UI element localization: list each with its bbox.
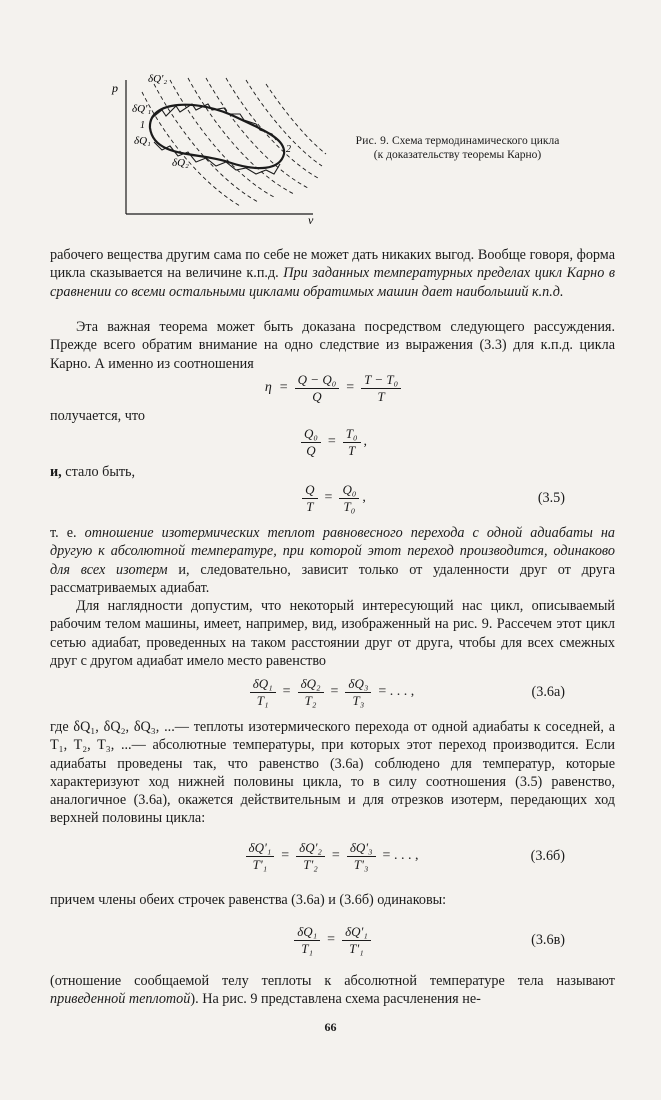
eta-num-2: T − T₀: [361, 372, 401, 389]
e36v-den-1: T₁: [301, 941, 314, 956]
p3-te: т. е.: [50, 525, 85, 541]
e36v-num-2: δQ'₁: [342, 924, 371, 941]
lead-prichem: причем члены обеих строчек равенства (3.6а) и (3.6б) одинаковы:: [50, 892, 447, 908]
equation-3-6b: $\frac{\text{δQ'₁}}{\text{T'₁}}$ = $\frac{\text{δQ'₂}}{\text{T'₂}}$ = $\frac{\text{δQ'₃}}{\text{T'₃}}$ = . . . , (3.6б): [50, 836, 615, 876]
adiabat-lines: [142, 78, 326, 206]
eta-symbol: η: [264, 380, 272, 395]
e36a-den-2: T₂: [304, 693, 317, 708]
equation-number-3-6v: (3.6в): [531, 931, 565, 948]
e35-num-2: Q₀: [339, 482, 359, 499]
e36a-num-2: δQ₂: [298, 676, 324, 693]
e36a-num-1: δQ₁: [250, 676, 276, 693]
caption-text: Схема термодинамического цикла (к доказательству теоремы Карно): [373, 135, 560, 161]
p1-text: рабочего вещества другим сама по себе не может дать никаких выгод. Вообще говоря, форма цикла сказывается на величине к.п.д.: [50, 247, 615, 282]
paragraph-4: [50, 597, 615, 670]
eta-den-2: T: [377, 389, 385, 404]
equation-3-5: $\frac{Q}{T}$ = $\frac{\text{Q₀}}{\text{T₀}}$ , (3.5): [50, 478, 615, 518]
p6-t3: ). На рис. 9 представлена схема расчленения не-: [190, 991, 481, 1008]
q0-num-2: T₀: [343, 426, 361, 443]
p5-text: где δQ₁, δQ₂, δQ₃, ...— теплоты изотермического перехода от одной адиабаты к соседней, а T₁, T₂, T₃, ...— абсолютные температуры, при которых этот переход производится. Если адиабаты проведены так, что равенство (3.6а) соблюдено для температур, которые характеризуют ход нижней половины цикла, то в силу соотношения (3.5) равенство, аналогичное (3.6а), окажется действительным и для отрезков изотерм, передающих ход верхней половины цикла:: [50, 719, 615, 827]
e36b-den-2: T'₂: [303, 857, 318, 872]
label-point-1: 1: [140, 120, 145, 131]
paragraph-1: [50, 246, 615, 301]
e35-num-1: Q: [302, 482, 317, 499]
p6-term: приведенной теплотой: [50, 991, 191, 1008]
e35-den-2: T₀: [343, 499, 356, 514]
label-dq1-prime: δQ'₁: [132, 103, 152, 115]
caption-label: Рис. 9.: [355, 135, 390, 147]
e36v-num-1: δQ₁: [294, 924, 320, 941]
q0-end: ,: [363, 434, 368, 449]
paragraph-5: [50, 718, 615, 828]
q0-num-1: Q₀: [301, 426, 321, 443]
e36b-num-2: δQ'₂: [296, 840, 325, 857]
cycle-diagram: [108, 70, 338, 230]
equation-number-3-6a: (3.6а): [531, 683, 565, 700]
lead-i: и,: [50, 464, 62, 480]
equation-3-6v: $\frac{\text{δQ₁}}{\text{T₁}}$ = $\frac{\text{δQ'₁}}{\text{T'₁}}$ (3.6в): [50, 920, 615, 960]
e36b-num-3: δQ'₃: [347, 840, 376, 857]
e36v-den-2: T'₁: [349, 941, 364, 956]
label-dq2: δQ₂: [172, 157, 189, 169]
e36b-den-3: T'₃: [353, 857, 369, 872]
cycle-curve: [150, 105, 284, 168]
paragraph-2: [50, 318, 615, 373]
q0-den-2: T: [348, 443, 356, 458]
upper-isotherms: [152, 104, 276, 140]
lead-poluchaetsya: получается, что: [50, 408, 145, 424]
e36b-num-1: δQ'₁: [246, 840, 275, 857]
e36a-den-1: T₁: [256, 693, 269, 708]
equation-q0: $\frac{\text{Q₀}}{Q}$ = $\frac{\text{T₀}}{T}$ ,: [50, 422, 615, 462]
e36a-num-3: δQ₃: [345, 676, 371, 693]
paragraph-6: [50, 972, 615, 1009]
e36a-tail: = . . . ,: [378, 684, 415, 699]
figure-caption: [355, 134, 560, 162]
equation-number-3-6b: (3.6б): [530, 847, 565, 864]
cycle-figure: [108, 70, 338, 230]
p2-text: Эта важная теорема может быть доказана посредством следующего рассуждения. Прежде всего обратим внимание на одно следствие из выражения (3.3) для к.п.д. цикла Карно. А именно из соотношения: [50, 319, 615, 372]
lead-stalo: стало быть,: [61, 464, 136, 480]
p-axis-label: p: [112, 81, 118, 95]
e35-den-1: T: [306, 499, 314, 514]
p6-t1: (отношение сообщаемой телу теплоты к абсолютной температуре тела называют: [50, 973, 615, 989]
label-dq1: δQ₁: [134, 135, 151, 147]
equation-3-6a: $\frac{\text{δQ₁}}{\text{T₁}}$ = $\frac{\text{δQ₂}}{\text{T₂}}$ = $\frac{\text{δQ₃}}{\text{T₃}}$ = . . . , (3.6а): [50, 672, 615, 712]
p3-rest: и, следовательно, зависит только от удаленности друг от друга рассматриваемых адиабат.: [50, 561, 616, 596]
p4-text: Для наглядности допустим, что некоторый интересующий нас цикл, описываемый рабочим телом машины, имеет, например, вид, изображенный на рис. 9. Рассечем этот цикл сетью адиабат, проведенных на таком расстоянии друг от друга, чтобы для всех смежных друг с другом адиабат имело место равенство: [50, 598, 615, 669]
e36b-tail: = . . . ,: [382, 848, 419, 863]
label-dq2-prime: δQ'₂: [148, 73, 168, 85]
p3-statement: отношение изотермических теплот равновесного перехода с одной адиабаты на другую к абсолютной температуре, при которой этот переход производится, одинаково для всех изотерм: [50, 525, 616, 578]
e36a-den-3: T₃: [352, 693, 365, 708]
page-number: 66: [324, 1020, 337, 1034]
q0-den-1: Q: [306, 443, 316, 458]
e35-end: ,: [362, 490, 366, 505]
eta-den-1: Q: [312, 389, 322, 404]
p1-theorem: При заданных температурных пределах цикл Карно в сравнении со всеми остальными циклами обратимых машин дает наибольший к.п.д.: [50, 265, 615, 300]
label-point-2: 2: [286, 144, 291, 155]
v-axis-label: v: [308, 213, 314, 227]
eta-num-1: Q − Q₀: [295, 372, 340, 389]
paragraph-3: [50, 524, 615, 597]
equation-eta: η = $\frac{\text{Q − Q₀}}{Q}$ = $\frac{\text{T − T₀}}{T}$: [50, 368, 615, 408]
equation-number-3-5: (3.5): [537, 489, 565, 506]
e36b-den-1: T'₁: [252, 857, 268, 872]
